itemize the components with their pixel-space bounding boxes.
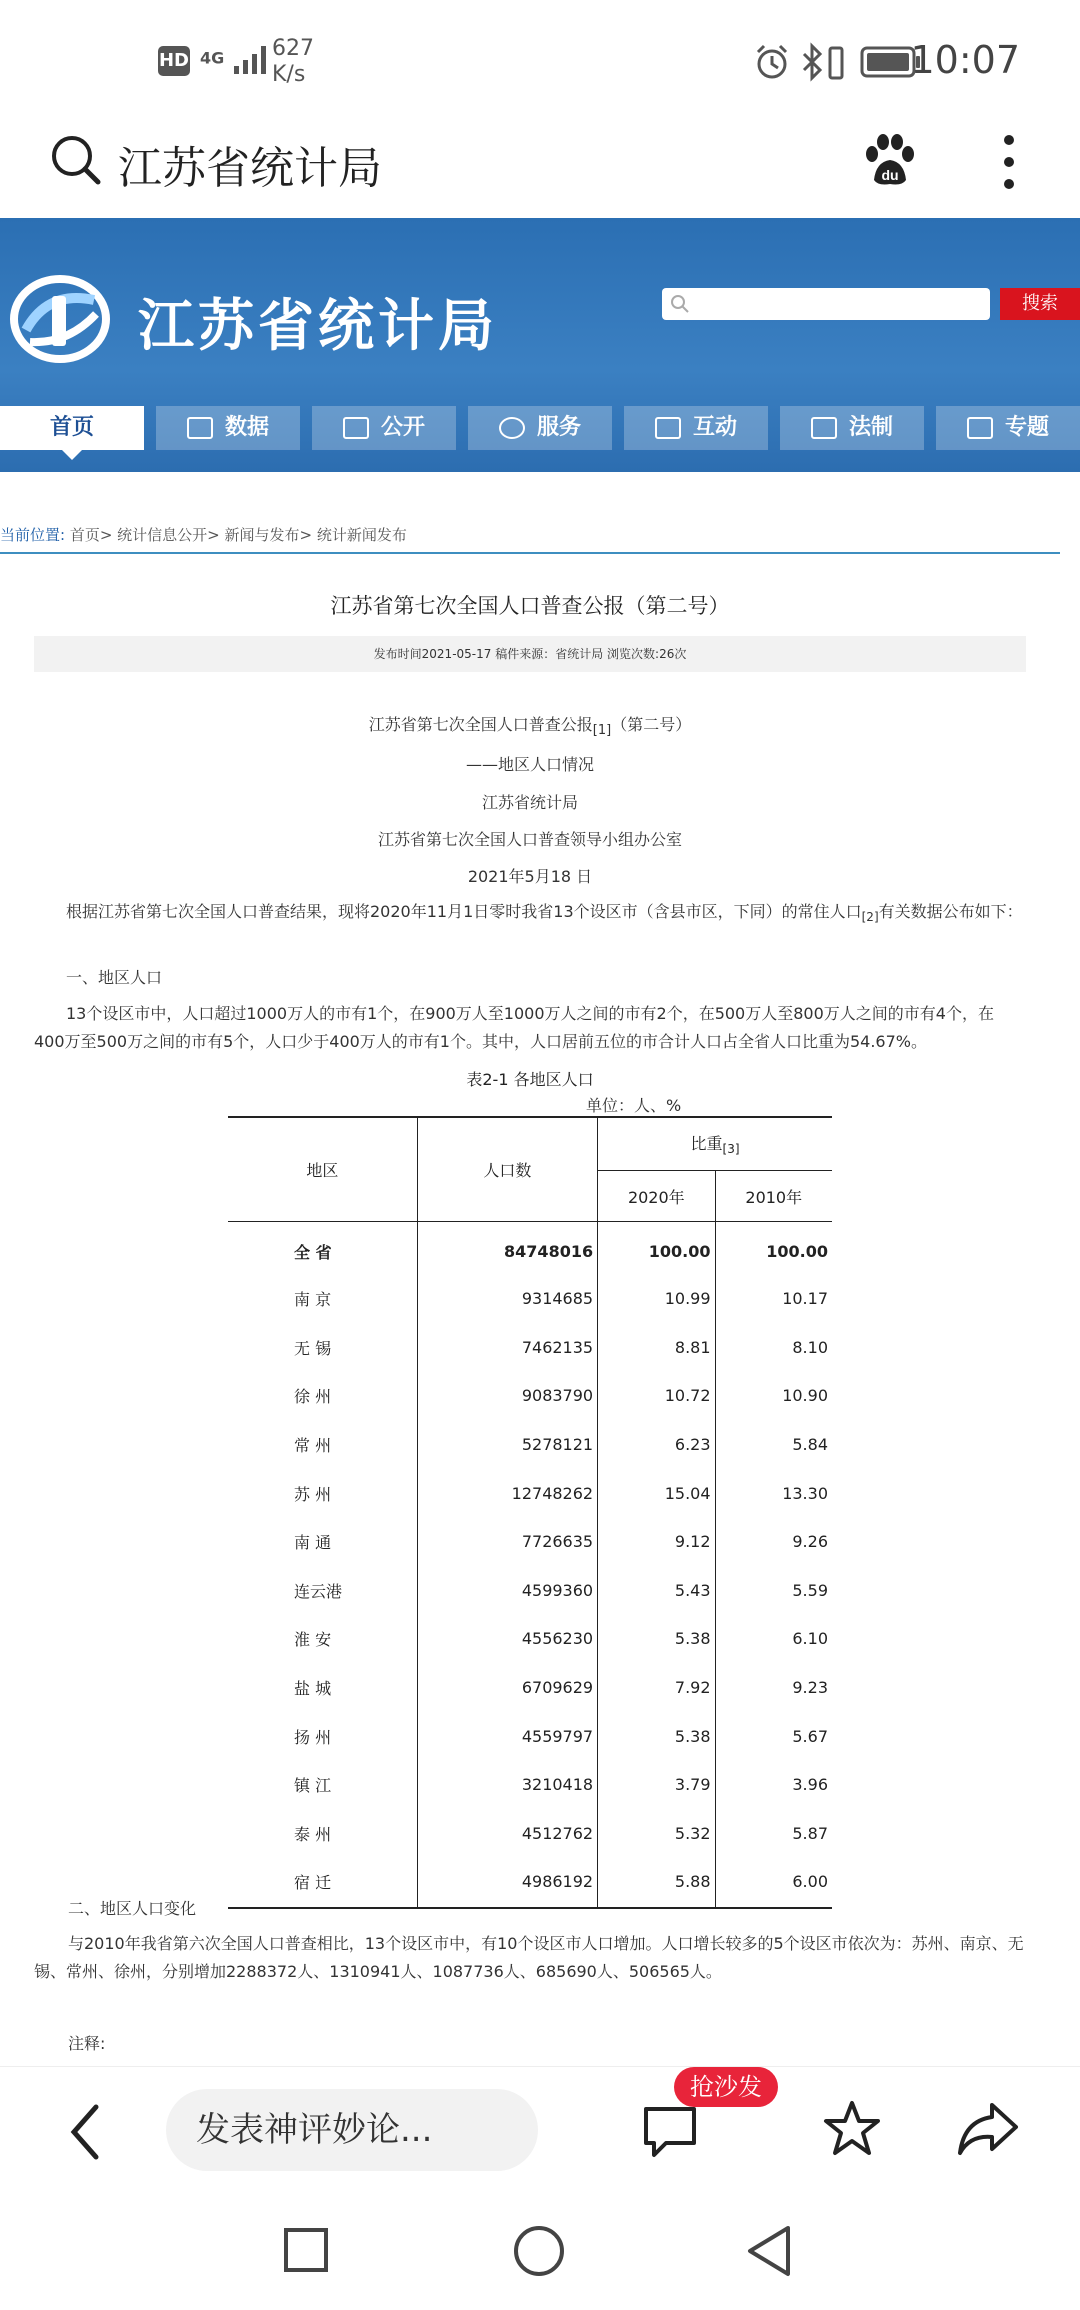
cell-region: 南 京 xyxy=(228,1275,417,1324)
cell-region: 泰 州 xyxy=(228,1810,417,1859)
table-row xyxy=(228,1810,832,1859)
divider xyxy=(0,552,1060,554)
nav-law[interactable] xyxy=(780,406,924,450)
system-navigation-bar xyxy=(0,2190,1080,2310)
footnote-ref[interactable]: [1] xyxy=(592,723,612,739)
report-heading-text: 江苏省第七次全国人口普查公报 xyxy=(368,715,593,734)
nav-topics[interactable] xyxy=(936,406,1080,450)
home-icon[interactable] xyxy=(512,2224,566,2278)
cell-population: 5278121 xyxy=(417,1421,597,1470)
intro-text: 根据江苏省第七次全国人口普查结果，现将2020年11月1日零时我省13个设区市（含县市区，下同）的常住人口 xyxy=(66,902,862,921)
breadcrumb xyxy=(0,524,407,545)
speed-value: 627 xyxy=(272,36,314,61)
section-heading: 二、地区人口变化 xyxy=(68,1899,197,1918)
cell-population: 4599360 xyxy=(417,1567,597,1616)
table-row xyxy=(228,1712,832,1761)
table-row xyxy=(228,1518,832,1567)
cell-2020: 9.12 xyxy=(598,1518,715,1567)
header-2020: 2020年 xyxy=(598,1171,715,1222)
cell-2010: 5.84 xyxy=(792,1435,828,1455)
cell-region: 淮 安 xyxy=(228,1615,417,1664)
newspaper-icon xyxy=(187,417,213,439)
site-title: 江苏省统计局 xyxy=(138,293,498,359)
cell-2010: 10.17 xyxy=(782,1289,828,1309)
section-heading: 一、地区人口 xyxy=(66,968,163,987)
cell-population: 4556230 xyxy=(417,1615,597,1664)
header-region: 地区 xyxy=(228,1117,417,1222)
star-icon[interactable] xyxy=(820,2097,884,2161)
cell-2020: 3.79 xyxy=(598,1761,715,1810)
cell-2020: 10.99 xyxy=(598,1275,715,1324)
table-row xyxy=(228,1421,832,1470)
cell-2020: 8.81 xyxy=(598,1324,715,1373)
document-icon xyxy=(967,417,993,439)
cell-2020: 10.72 xyxy=(598,1372,715,1421)
comment-badge: 抢沙发 xyxy=(674,2067,778,2107)
cell-population: 84748016 xyxy=(417,1222,597,1276)
comment-input[interactable]: 发表神评妙论... xyxy=(166,2089,538,2171)
header-population: 人口数 xyxy=(417,1117,597,1222)
share-icon[interactable] xyxy=(956,2099,1020,2159)
site-header xyxy=(0,218,1080,472)
cell-2020: 6.23 xyxy=(598,1421,715,1470)
alarm-icon xyxy=(752,42,792,82)
nav-service[interactable] xyxy=(468,406,612,450)
vibrate-icon xyxy=(824,46,848,80)
search-icon xyxy=(670,294,690,314)
report-heading-tail: （第二号） xyxy=(611,715,692,734)
article-meta: 发布时间2021-05-17 稿件来源：省统计局 浏览次数:26次 xyxy=(34,636,1026,672)
book-icon xyxy=(343,417,369,439)
nav-home[interactable] xyxy=(0,406,144,450)
site-search-input[interactable] xyxy=(662,288,990,320)
table-unit: 单位：人、% xyxy=(586,1096,682,1115)
cell-region: 连云港 xyxy=(228,1567,417,1616)
cell-2010: 3.96 xyxy=(792,1775,828,1795)
nav-data-label: 数据 xyxy=(224,415,269,440)
nav-data[interactable] xyxy=(156,406,300,450)
cell-region: 常 州 xyxy=(228,1421,417,1470)
cell-2010: 9.23 xyxy=(792,1678,828,1698)
footnote-ref[interactable]: [2] xyxy=(861,910,879,925)
cell-population: 9314685 xyxy=(417,1275,597,1324)
nav-home-label: 首页 xyxy=(49,415,94,440)
cell-2010: 10.90 xyxy=(782,1386,828,1406)
books-icon xyxy=(811,417,837,439)
cell-region: 苏 州 xyxy=(228,1469,417,1518)
report-issuer: 江苏省统计局 xyxy=(481,793,578,812)
cell-2010: 13.30 xyxy=(782,1483,828,1503)
footnote-ref[interactable]: [3] xyxy=(722,1142,740,1157)
clock: 10:07 xyxy=(910,38,1020,82)
cell-2020: 7.92 xyxy=(598,1664,715,1713)
back-icon[interactable] xyxy=(66,2103,106,2161)
network-indicator xyxy=(200,42,276,76)
table-row xyxy=(228,1615,832,1664)
table-caption: 表2-1 各地区人口 xyxy=(466,1070,594,1089)
header-2010: 2010年 xyxy=(715,1171,832,1222)
nav-interact[interactable] xyxy=(624,406,768,450)
cell-2010: 100.00 xyxy=(766,1241,828,1261)
nav-public-label: 公开 xyxy=(380,415,425,440)
cell-population: 7726635 xyxy=(417,1518,597,1567)
svg-text:du: du xyxy=(881,167,899,183)
site-search-button[interactable]: 搜索 xyxy=(1000,288,1080,320)
hd-icon: HD xyxy=(158,46,190,76)
baidu-paw-icon[interactable] xyxy=(862,130,918,190)
population-table xyxy=(228,1116,832,1909)
cell-region: 盐 城 xyxy=(228,1664,417,1713)
section-paragraph: 与2010年我省第六次全国人口普查相比，13个设区市中，有10个设区市人口增加。人口增长较多的5个设区市依次为：苏州、南京、无锡、常州、徐州，分别增加2288372人、1310941人、1087736人、685690人、506565人。 xyxy=(34,1934,1024,1981)
cell-region: 全 省 xyxy=(228,1222,417,1276)
report-heading xyxy=(0,712,1060,738)
cell-2020: 5.38 xyxy=(598,1712,715,1761)
cell-2010: 6.10 xyxy=(792,1629,828,1649)
header-share xyxy=(598,1117,832,1171)
cell-region: 宿 迁 xyxy=(228,1858,417,1908)
cell-population: 3210418 xyxy=(417,1761,597,1810)
cell-2020: 5.88 xyxy=(598,1858,715,1908)
network-type: 4G xyxy=(200,48,225,68)
recent-apps-icon[interactable] xyxy=(282,2226,330,2274)
network-speed xyxy=(272,36,314,88)
service-icon xyxy=(499,417,525,439)
cell-2020: 5.38 xyxy=(598,1615,715,1664)
cell-population: 9083790 xyxy=(417,1372,597,1421)
cell-population: 4512762 xyxy=(417,1810,597,1859)
cell-region: 徐 州 xyxy=(228,1372,417,1421)
cell-2020: 15.04 xyxy=(598,1469,715,1518)
breadcrumb-label: 当前位置: xyxy=(0,526,66,544)
cell-population: 4986192 xyxy=(417,1858,597,1908)
section-paragraph: 13个设区市中，人口超过1000万人的市有1个，在900万人至1000万人之间的市有2个，在500万人至800万人之间的市有4个，在400万至500万之间的市有5个，人口少于400万人的市有1个。其中，人口居前五位的市合计人口占全省人口比重为54.67%。 xyxy=(34,1004,994,1051)
search-icon[interactable] xyxy=(48,132,104,188)
report-date: 2021年5月18 日 xyxy=(467,867,593,886)
back-nav-icon[interactable] xyxy=(744,2224,794,2278)
table-row xyxy=(228,1664,832,1713)
signal-icon xyxy=(230,42,276,76)
cell-region: 镇 江 xyxy=(228,1761,417,1810)
notes-label: 注释: xyxy=(68,2034,106,2053)
breadcrumb-path[interactable]: 首页> 统计信息公开> 新闻与发布> 统计新闻发布 xyxy=(69,526,407,544)
nav-public[interactable] xyxy=(312,406,456,450)
table-row xyxy=(228,1372,832,1421)
article-title: 江苏省第七次全国人口普查公报（第二号） xyxy=(330,594,730,618)
nav-service-label: 服务 xyxy=(536,415,581,440)
table-row xyxy=(228,1761,832,1810)
cell-2010: 8.10 xyxy=(792,1337,828,1357)
cell-population: 4559797 xyxy=(417,1712,597,1761)
more-menu-icon[interactable] xyxy=(994,130,1024,194)
report-office: 江苏省第七次全国人口普查领导小组办公室 xyxy=(377,830,682,849)
cell-2020: 5.32 xyxy=(598,1810,715,1859)
cell-2010: 6.00 xyxy=(715,1858,832,1908)
header-share-label: 比重 xyxy=(690,1134,723,1154)
table-row xyxy=(228,1324,832,1373)
bottom-action-bar xyxy=(0,2066,1080,2191)
cell-population: 12748262 xyxy=(417,1469,597,1518)
table-row xyxy=(228,1567,832,1616)
cell-2010: 5.59 xyxy=(792,1580,828,1600)
intro-paragraph xyxy=(34,898,1024,931)
active-tab-pointer xyxy=(62,450,82,460)
cell-2010: 5.87 xyxy=(792,1823,828,1843)
table-row xyxy=(228,1222,832,1276)
speed-unit: K/s xyxy=(272,62,306,87)
cell-population: 6709629 xyxy=(417,1664,597,1713)
comment-icon[interactable] xyxy=(640,2101,700,2161)
cell-2020: 5.43 xyxy=(598,1567,715,1616)
search-query[interactable]: 江苏省统计局 xyxy=(118,143,382,194)
nav-topics-label: 专题 xyxy=(1004,415,1049,440)
status-bar xyxy=(0,0,1080,110)
browser-search-bar[interactable] xyxy=(0,110,1080,219)
nav-interact-label: 互动 xyxy=(692,415,737,440)
cell-region: 扬 州 xyxy=(228,1712,417,1761)
table-row xyxy=(228,1469,832,1518)
site-logo-icon xyxy=(8,270,112,368)
cell-population: 7462135 xyxy=(417,1324,597,1373)
cell-region: 南 通 xyxy=(228,1518,417,1567)
chat-icon xyxy=(655,417,681,439)
cell-2010: 9.26 xyxy=(792,1532,828,1552)
table-row xyxy=(228,1275,832,1324)
nav-law-label: 法制 xyxy=(848,415,893,440)
cell-region: 无 锡 xyxy=(228,1324,417,1373)
report-subtitle: ——地区人口情况 xyxy=(465,755,594,774)
cell-2020: 100.00 xyxy=(598,1222,715,1276)
cell-2010: 5.67 xyxy=(792,1726,828,1746)
intro-text-tail: 有关数据公布如下： xyxy=(878,902,1023,921)
